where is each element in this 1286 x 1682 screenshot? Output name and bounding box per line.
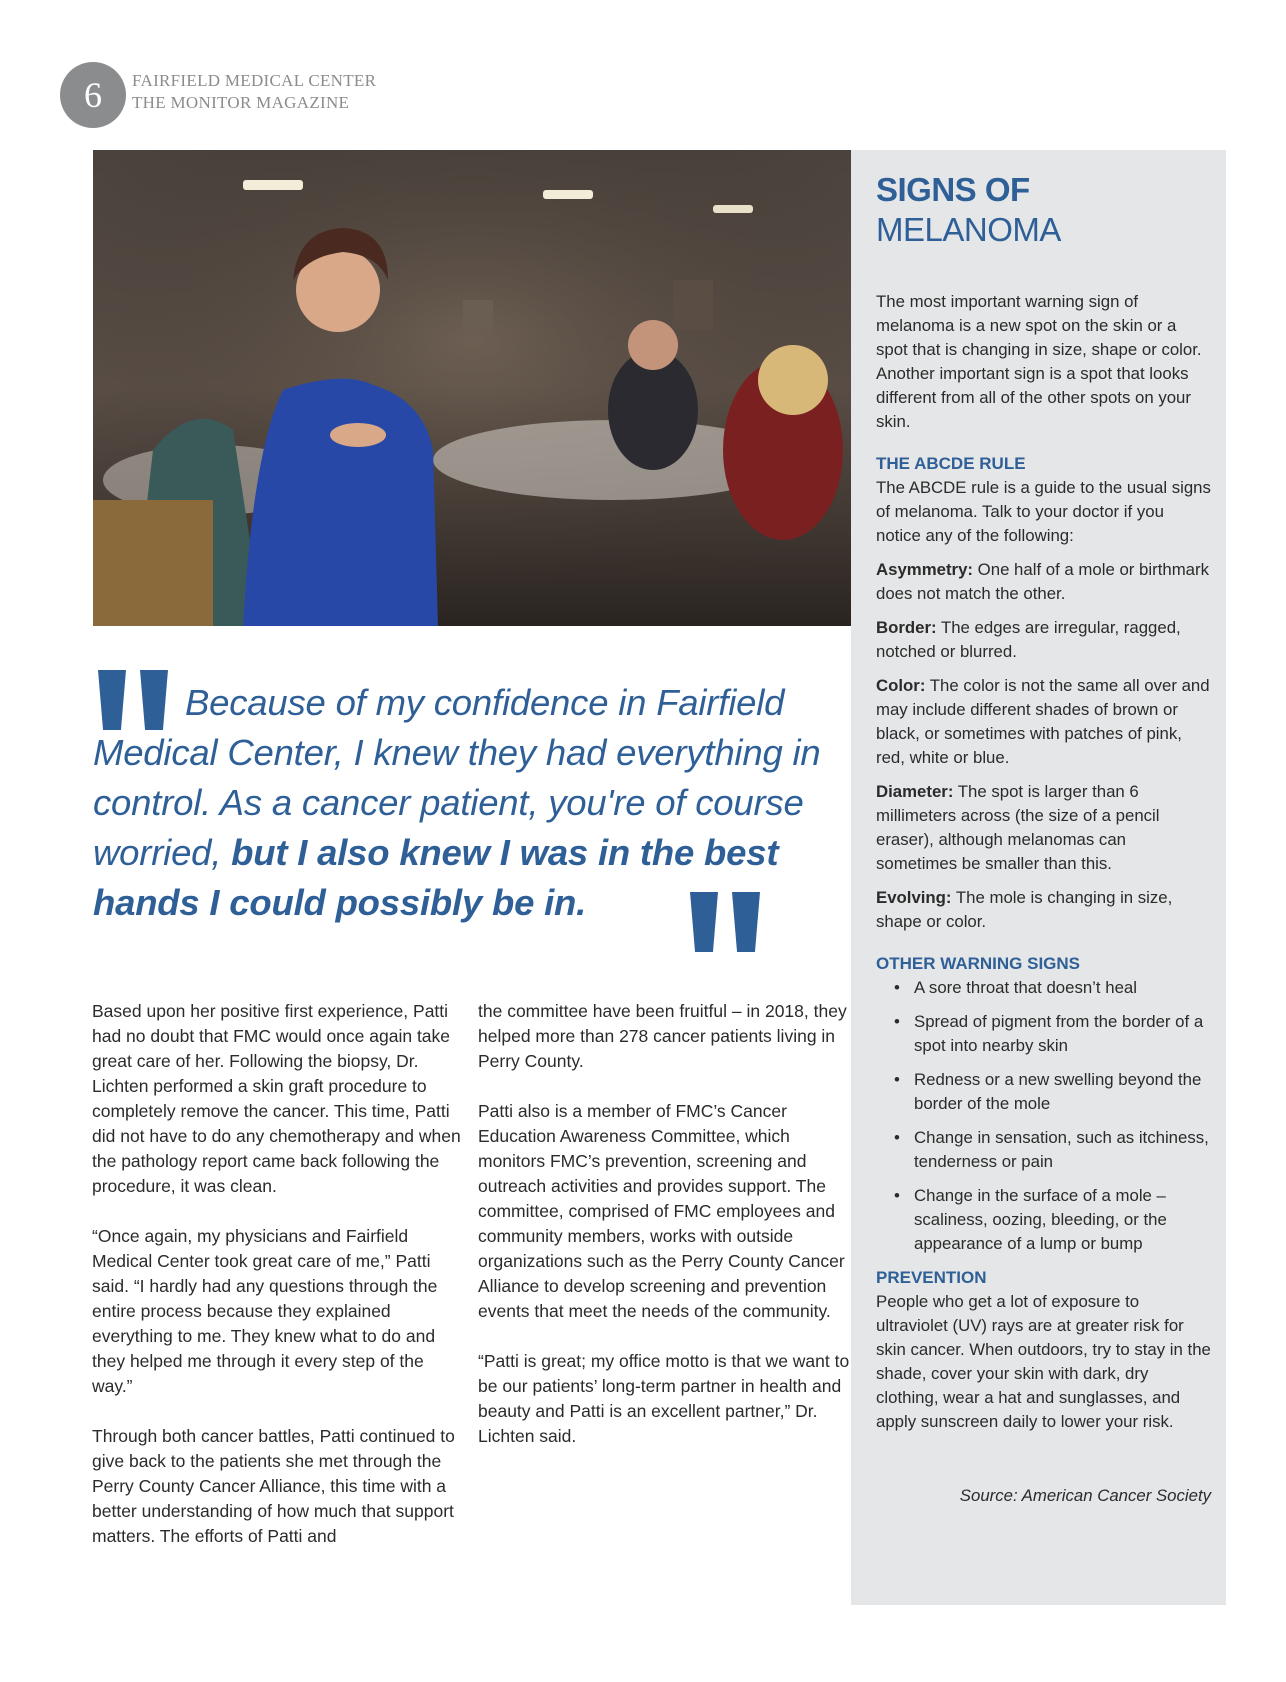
list-item-text: Change in the surface of a mole – scaliness, oozing, bleeding, or the appearance of a lump or bump	[914, 1186, 1167, 1253]
other-signs-list	[876, 976, 1211, 1256]
body-paragraph: “Patti is great; my office motto is that we want to be our patients’ long-term partner in health and beauty and Patti is an excellent partner,” Dr. Lichten said.	[478, 1351, 850, 1446]
list-item	[876, 1068, 1211, 1116]
body-column-2	[478, 999, 850, 1474]
abcde-text: The spot is larger than 6 millimeters across (the size of a pencil eraser), although melanomas can sometimes be smaller than this.	[876, 782, 1160, 873]
bullet-icon: •	[894, 1012, 900, 1031]
abcde-heading: THE ABCDE RULE	[876, 454, 1026, 473]
abcde-item	[876, 674, 1211, 770]
abcde-term: Asymmetry:	[876, 560, 974, 579]
melanoma-sidebar	[851, 150, 1226, 1605]
photo-illustration	[93, 150, 851, 626]
sidebar-title-line-1: SIGNS OF	[876, 171, 1030, 208]
body-paragraph: Through both cancer battles, Patti continued to give back to the patients she met through the Perry County Cancer Alliance, this time with a better understanding of how much that support matters. The efforts of Patti and	[92, 1426, 455, 1546]
bullet-icon: •	[894, 1128, 900, 1147]
source-credit: Source: American Cancer Society	[959, 1486, 1211, 1505]
list-item	[876, 1010, 1211, 1058]
bullet-icon: •	[894, 1186, 900, 1205]
abcde-term: Evolving:	[876, 888, 952, 907]
pull-quote-bold: but I also knew I was in the best hands I could possibly be in.	[93, 832, 779, 923]
prevention-text: People who get a lot of exposure to ultraviolet (UV) rays are at greater risk for skin cancer. When outdoors, try to stay in the shade, cover your skin with dark, dry clothing, wear a hat and sunglasses, and apply sunscreen daily to lower your risk.	[876, 1292, 1211, 1431]
list-item-text: Spread of pigment from the border of a spot into nearby skin	[914, 1012, 1204, 1055]
abcde-term: Border:	[876, 618, 937, 637]
abcde-term: Color:	[876, 676, 926, 695]
abcde-item	[876, 616, 1211, 664]
abcde-text: The mole is changing in size, shape or color.	[876, 888, 1173, 931]
abcde-text: One half of a mole or birthmark does not match the other.	[876, 560, 1209, 603]
event-photo	[93, 150, 851, 626]
abcde-text: The color is not the same all over and may include different shades of brown or black, or sometimes with patches of pink, red, white or blue.	[876, 676, 1210, 767]
pull-quote-regular: Because of my confidence in Fairfield Medical Center, I knew they had everything in control. As a cancer patient, you're of course worried,	[93, 682, 821, 873]
body-paragraph: Based upon her positive first experience, Patti had no doubt that FMC would once again take great care of her. Following the biopsy, Dr. Lichten performed a skin graft procedure to completely remove the cancer. This time, Patti did not have to do any chemotherapy and when the pathology report came back following the procedure, it was clean.	[92, 1001, 461, 1196]
body-paragraph: the committee have been fruitful – in 2018, they helped more than 278 cancer patients living in Perry County.	[478, 1001, 847, 1071]
page-number-badge: 6	[60, 62, 126, 128]
abcde-term: Diameter:	[876, 782, 954, 801]
body-column-1	[92, 999, 464, 1574]
list-item-text: A sore throat that doesn’t heal	[914, 978, 1137, 997]
pull-quote	[93, 678, 853, 928]
sidebar-intro: The most important warning sign of melanoma is a new spot on the skin or a spot that is changing in size, shape or color. Another important sign is a spot that looks different from all of the other spots on your skin.	[876, 292, 1202, 431]
publication-title	[132, 70, 376, 114]
bullet-icon: •	[894, 1070, 900, 1089]
list-item	[876, 1126, 1211, 1174]
list-item-text: Change in sensation, such as itchiness, tenderness or pain	[914, 1128, 1209, 1171]
body-paragraph: Patti also is a member of FMC’s Cancer Education Awareness Committee, which monitors FMC’s prevention, screening and outreach activities and provides support. The committee, comprised of FMC employees and community members, works with outside organizations such as the Perry County Cancer Alliance to develop screening and prevention events that meet the needs of the community.	[478, 1101, 845, 1321]
list-item	[876, 976, 1211, 1000]
other-signs-heading: OTHER WARNING SIGNS	[876, 954, 1081, 973]
abcde-intro: The ABCDE rule is a guide to the usual signs of melanoma. Talk to your doctor if you notice any of the following:	[876, 478, 1211, 545]
sidebar-title-line-2: MELANOMA	[876, 211, 1061, 248]
body-paragraph: “Once again, my physicians and Fairfield Medical Center took great care of me,” Patti said. “I hardly had any questions through the entire process because they explained everything to me. They knew what to do and they helped me through it every step of the way.”	[92, 1226, 438, 1396]
publication-line-1: FAIRFIELD MEDICAL CENTER	[132, 71, 377, 90]
prevention-heading: PREVENTION	[876, 1268, 987, 1287]
list-item-text: Redness or a new swelling beyond the border of the mole	[914, 1070, 1202, 1113]
abcde-item	[876, 558, 1211, 606]
abcde-text: The edges are irregular, ragged, notched or blurred.	[876, 618, 1181, 661]
list-item	[876, 1184, 1211, 1256]
abcde-item	[876, 780, 1211, 876]
close-quote-mark	[690, 892, 762, 952]
publication-line-2: THE MONITOR MAGAZINE	[132, 93, 350, 112]
abcde-item	[876, 886, 1211, 934]
bullet-icon: •	[894, 978, 900, 997]
